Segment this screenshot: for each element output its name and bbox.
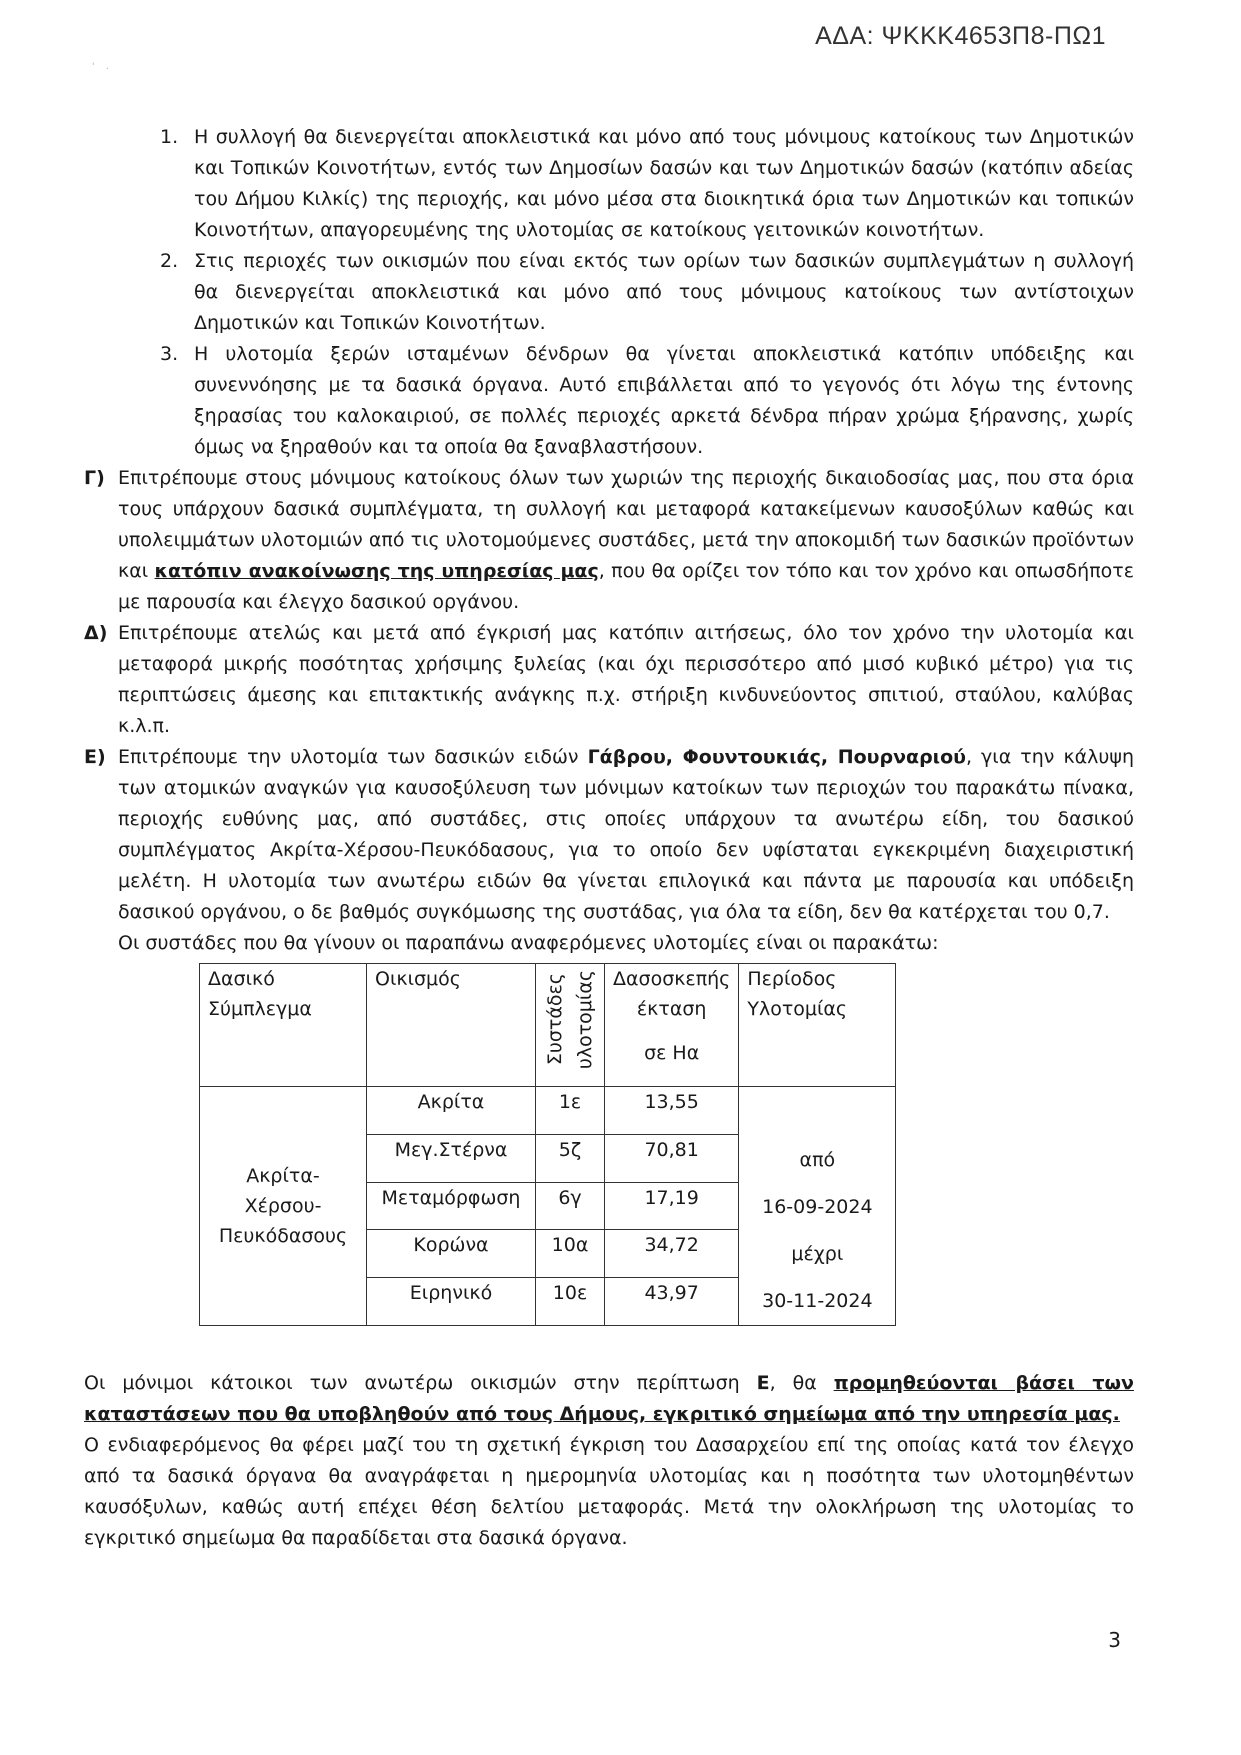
section-g: Γ) Επιτρέπουμε στους μόνιμους κατοίκους όλων των χωριών της περιοχής δικαιοδοσίας μας, που στα όρια τους υπάρχουν δασικά συμπλέγματα, τη συλλογή και μεταφορά κατακείμενων καυσοξύλων καθώς και υπολειμμάτων υλοτομιών από τις υλοτομούμενες συστάδες, μετά την αποκομιδή των δασικών προϊόντων και κατόπιν ανακοίνωσης της υπηρεσίας μας, που θα ορίζει τον τόπο και τον χρόνο και οπωσδήποτε με παρουσία και έλεγχο δασικού οργάνου. xyxy=(84,467,1134,613)
period-cell: από 16-09-2024 μέχρι 30-11-2024 xyxy=(739,1087,896,1326)
header-village: Οικισμός xyxy=(367,964,536,1087)
logging-table xyxy=(199,963,896,1326)
section-d: Δ) Επιτρέπουμε ατελώς και μετά από έγκρισή μας κατόπιν αιτήσεως, όλο τον χρόνο την υλοτομία και μεταφορά μικρής ποσότητας χρήσιμης ξυλείας (και όχι περισσότερο από μισό κυβικό μέτρο) για τις περιπτώσεις άμεσης και επιτακτικής ανάγκης π.χ. στήριξη κινδυνεύοντος σπιτιού, σταύλου, καλύβας κ.λ.π. xyxy=(84,622,1134,737)
species-list: Γάβρου, Φουντουκιάς, Πουρναριού xyxy=(587,746,966,768)
notice-link-text: κατόπιν ανακοίνωσης της υπηρεσίας μας xyxy=(154,560,599,582)
list-item: 3. Η υλοτομία ξερών ισταμένων δένδρων θα γίνεται αποκλειστικά κατόπιν υπόδειξης και συνεννόησης με τα δασικά όργανα. Αυτό επιβάλλεται από το γεγονός ότι λόγω της έντονης ξηρασίας του καλοκαιριού, σε πολλές περιοχές αρκετά δένδρα πήραν χρώμα ξήρανσης, χωρίς όμως να ξηραθούν και τα οποία θα ξαναβλαστήσουν. xyxy=(160,343,1134,458)
section-e: Ε) Επιτρέπουμε την υλοτομία των δασικών ειδών Γάβρου, Φουντουκιάς, Πουρναριού, για την κάλυψη των ατομικών αναγκών για καυσοξύλευση των μόνιμων κατοίκων των περιοχών του παρακάτω πίνακα, περιοχής ευθύνης μας, από συστάδες, στις οποίες υπάρχουν τα ανωτέρω είδη, του δασικού συμπλέγματος Ακρίτα-Χέρσου-Πευκόδασους, για το οποίο δεν υφίσταται εγκεκριμένη διαχειριστική μελέτη. Η υλοτομία των ανωτέρω ειδών θα γίνεται επιλογικά και πάντα με παρουσία και υπόδειξη δασικού οργάνου, ο δε βαθμός συγκόμωσης της συστάδας, για όλα τα είδη, δεν θα κατέρχεται του 0,7. xyxy=(84,746,1134,923)
document-body xyxy=(84,122,1134,1554)
closing-paragraph: Οι μόνιμοι κάτοικοι των ανωτέρω οικισμών στην περίπτωση Ε, θα προμηθεύονται βάσει των καταστάσεων που θα υποβληθούν από τους Δήμους, εγκριτικό σημείωμα από την υπηρεσία μας. xyxy=(84,1372,1134,1425)
header-complex: Δασικό Σύμπλεγμα xyxy=(200,964,367,1087)
header-area: Δασοσκεπής έκταση σε Ηα xyxy=(605,964,739,1087)
list-item: 1. Η συλλογή θα διενεργείται αποκλειστικά και μόνο από τους μόνιμους κατοίκους των Δημοτικών και Τοπικών Κοινοτήτων, εντός των Δημοσίων δασών και των Δημοτικών δασών (κατόπιν αδείας του Δήμου Κιλκίς) της περιοχής, και μόνο μέσα στα διοικητικά όρια των Δημοτικών και τοπικών Κοινοτήτων, απαγορευμένης της υλοτομίας σε κατοίκους γειτονικών κοινοτήτων. xyxy=(160,126,1134,241)
numbered-list xyxy=(150,122,1134,463)
table-intro: Οι συστάδες που θα γίνουν οι παραπάνω αναφερόμενες υλοτομίες είναι οι παρακάτω: xyxy=(118,932,939,954)
header-stands: Συστάδες υλοτομίας xyxy=(536,964,605,1087)
ada-code: ΑΔΑ: ΨΚΚΚ4653Π8-ΠΩ1 xyxy=(815,22,1106,50)
approval-note-text: προμηθεύονται βάσει των καταστάσεων που θα υποβληθούν από τους Δήμους, εγκριτικό σημείωμα από την υπηρεσία μας. xyxy=(84,1372,1134,1425)
table-row: Μεταμόρφωση 6γ 17,19 xyxy=(200,1182,896,1230)
complex-cell: Ακρίτα-Χέρσου- Πευκόδασους xyxy=(200,1087,367,1326)
table-row: Ακρίτα-Χέρσου- Πευκόδασους Ακρίτα 1ε 13,55 από 16-09-2024 μέχρι 30-11-2024 xyxy=(200,1087,896,1135)
page-number: 3 xyxy=(1108,1628,1121,1652)
scan-speck: ' . xyxy=(92,62,109,72)
table-header-row xyxy=(200,964,896,1087)
closing-paragraph-2: Ο ενδιαφερόμενος θα φέρει μαζί του τη σχετική έγκριση του Δασαρχείου επί της οποίας κατά τον έλεγχο από τα δασικά όργανα θα αναγράφεται η ημερομηνία υλοτομίας και η ποσότητα των υλοτομηθέντων καυσόξυλων, καθώς αυτή επέχει θέση δελτίου μεταφοράς. Μετά την ολοκλήρωση της υλοτομίας το εγκριτικό σημείωμα θα παραδίδεται στα δασικά όργανα. xyxy=(84,1434,1134,1549)
table-row: Μεγ.Στέρνα 5ζ 70,81 xyxy=(200,1134,896,1182)
table-row: Ειρηνικό 10ε 43,97 xyxy=(200,1278,896,1326)
header-period: Περίοδος Υλοτομίας xyxy=(739,964,896,1087)
table-row: Κορώνα 10α 34,72 xyxy=(200,1230,896,1278)
list-item: 2. Στις περιοχές των οικισμών που είναι εκτός των ορίων των δασικών συμπλεγμάτων η συλλογή θα διενεργείται αποκλειστικά και μόνο από τους μόνιμους κατοίκους των αντίστοιχων Δημοτικών και Τοπικών Κοινοτήτων. xyxy=(160,250,1134,334)
